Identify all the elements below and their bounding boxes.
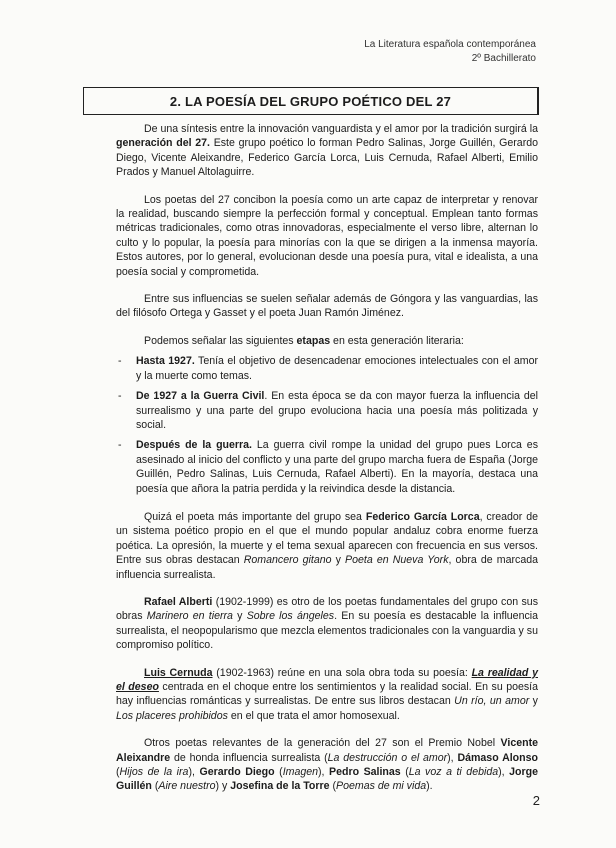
bold-term: etapas	[296, 334, 331, 347]
text-run: ).	[426, 780, 433, 793]
bold-term: Hasta 1927.	[136, 355, 195, 368]
bold-term: De 1927 a la Guerra Civil	[136, 390, 265, 403]
bold-term: Después de la guerra.	[136, 439, 252, 452]
list-item	[116, 438, 538, 496]
text-run: (	[400, 766, 409, 779]
italic-title: Imagen	[282, 766, 319, 779]
text-run: ),	[318, 766, 330, 779]
italic-title: La voz a ti debida	[408, 766, 499, 779]
text-run: . En esta época se da con mayor fuerza la influencia del surrealismo y una parte del grupo evoluciona hacia una poesía más politizada y social.	[136, 390, 538, 431]
bold-term: Pedro Salinas	[329, 766, 401, 779]
bold-term: Vicente Aleixandre	[116, 737, 538, 764]
bold-term: Federico García Lorca	[365, 510, 480, 523]
bold-term: generación del 27.	[116, 137, 210, 150]
paragraph-alberti	[116, 595, 538, 653]
bold-term: Josefina de la Torre	[230, 780, 330, 793]
list-item	[116, 354, 538, 383]
text-run: Tenía el objetivo de desencadenar emociones intelectuales con el amor y la muerte como temas.	[136, 355, 538, 382]
text-run: (	[116, 766, 120, 779]
italic-title: Romancero gitano	[243, 554, 332, 567]
text-run: , obra de marcada influencia surrealista.	[116, 554, 538, 581]
bullet-dash: -	[118, 439, 122, 452]
paragraph-intro	[116, 122, 538, 180]
text-run: ),	[447, 751, 458, 764]
text-run: Quizá el poeta más importante del grupo sea	[144, 510, 366, 523]
text-run: Otros poetas relevantes de la generación del 27 son el Premio Nobel	[144, 737, 501, 750]
header-course-level: 2º Bachillerato	[471, 53, 536, 64]
text-run: (1902-1999) es otro de los poetas fundamentales del grupo con sus obras	[116, 595, 538, 623]
italic-title: La destrucción o el amor	[327, 751, 448, 764]
italic-title: Un río, un amor	[454, 695, 530, 708]
text-run: centrada en el choque entre los sentimientos y la realidad social. En su poesía hay influencias románticas y surrealistas. De entre sus libros destacan	[116, 681, 538, 708]
italic-title: La realidad y el deseo	[116, 666, 538, 693]
text-run: y	[331, 554, 346, 567]
italic-title: Marinero en tierra	[146, 610, 233, 623]
text-run: en esta generación literaria:	[330, 334, 464, 347]
bold-term: Rafael Alberti	[144, 595, 213, 608]
italic-title: Los placeres prohibidos	[116, 709, 228, 722]
paragraph-cernuda	[116, 666, 538, 724]
italic-title: Hijos de la ira	[119, 766, 189, 779]
italic-title: Poemas de mi vida	[336, 780, 427, 793]
text-run: y	[529, 695, 538, 708]
text-run: (	[274, 766, 283, 779]
text-run: ) y	[215, 780, 231, 793]
bold-term: Luis Cernuda	[144, 666, 213, 679]
text-run: . En su poesía es destacable la influencia surrealista, el neopopularismo que mezcla elementos tradicionales con la vanguardia y su compromiso político.	[116, 610, 539, 652]
page-number: 2	[532, 793, 540, 808]
section-title: 2. LA POESÍA DEL GRUPO POÉTICO DEL 27	[169, 93, 452, 109]
paragraph-influences: Entre sus influencias se suelen señalar además de Góngora y las vanguardias, las del filósofo Ortega y Gasset y el poeta Juan Ramón Jiménez.	[116, 293, 538, 320]
bold-term: Jorge Guillén	[116, 766, 538, 793]
paragraph-lorca	[116, 510, 538, 582]
text-run: De una síntesis entre la innovación vanguardista y el amor por la tradición surgirá la	[144, 123, 538, 135]
header-course-title: La Literatura española contemporánea	[364, 39, 536, 50]
paragraph-etapas-intro	[116, 334, 538, 348]
text-run: ),	[498, 766, 510, 779]
text-run: y	[232, 610, 247, 623]
text-run: ),	[188, 766, 200, 779]
bold-term: Gerardo Diego	[199, 766, 275, 779]
paragraph-otros-poetas	[116, 736, 538, 794]
italic-title: Poeta en Nueva York	[345, 554, 449, 567]
text-run: Podemos señalar las siguientes	[144, 334, 297, 347]
text-run: , creador de un sistema poético propio en el que el mundo popular andaluz cobra enorme fuerza poética. La opresión, la muerte y el tema sexual aparecen con frecuencia en sus versos. Entre sus obras destacan	[116, 510, 538, 567]
text-run: de honda influencia surrealista (	[170, 751, 328, 764]
bullet-dash: -	[118, 390, 122, 403]
list-item	[116, 389, 538, 432]
body-text	[116, 122, 538, 807]
text-run: (1902-1963) reúne en una sola obra toda su poesía:	[212, 666, 472, 679]
text-run: (	[329, 780, 337, 793]
text-run: La guerra civil rompe la unidad del grupo pues Lorca es asesinado al inicio del conflicto y una parte del grupo marcha fuera de España (Jorge Guillén, Pedro Salinas, Luis Cernuda, Rafael Alberti). En la mayoría, destaca una poesía que añora la patria perdida y la reivindica desde la distancia.	[136, 439, 538, 495]
bullet-dash: -	[118, 355, 122, 368]
text-run: (	[151, 780, 159, 793]
section-title-box	[83, 87, 539, 115]
paragraph-characteristics: Los poetas del 27 concibon la poesía como un arte capaz de interpretar y renovar la realidad, buscando siempre la perfección formal y conceptual. Emplean tanto formas métricas tradicionales, como otras innovadoras, especialmente el verso libre, alternan lo culto y lo popular, la poesía para minorías con la que se dirigen a la inmensa mayoría. Estos autores, por lo general, evolucionan desde una poesía pura, vital e idealista, a una poesía social y comprometida.	[116, 193, 538, 278]
etapas-list	[116, 354, 538, 496]
italic-title: Sobre los ángeles	[246, 610, 335, 623]
bold-term: Dámaso Alonso	[457, 751, 538, 764]
text-run: Este grupo poético lo forman Pedro Salinas, Jorge Guillén, Gerardo Diego, Vicente Aleixandre, Federico García Lorca, Luis Cernuda, Rafael Alberti, Emilio Prados y Manuel Altolaguirre.	[116, 137, 539, 179]
italic-title: Aire nuestro	[158, 780, 216, 793]
page-header	[364, 38, 536, 66]
text-run: en el que trata el amor homosexual.	[227, 709, 400, 722]
